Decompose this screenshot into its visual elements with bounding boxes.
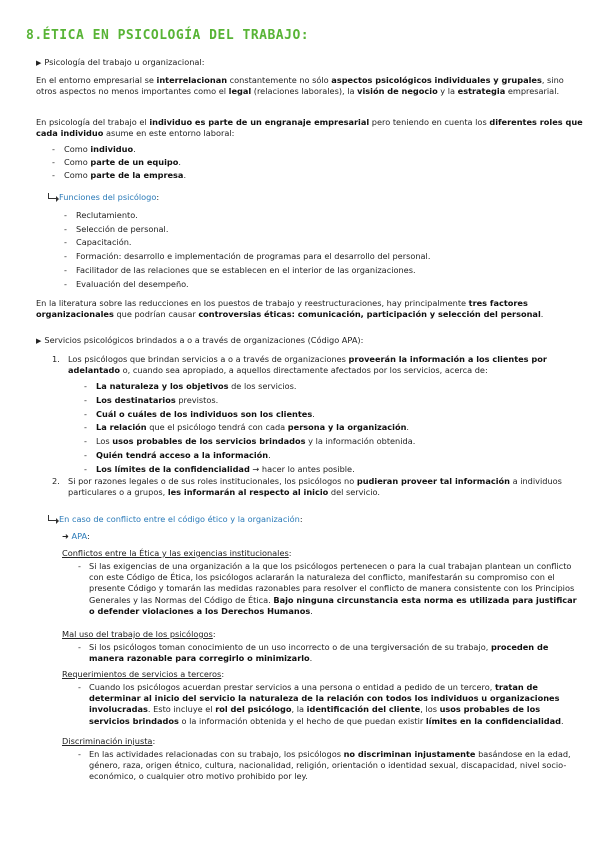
paragraph-entorno: En el entorno empresarial se interrelacionan constantemente no sólo aspectos psicológicos individuales y grupales, sino otros aspectos no menos importantes como el legal (relaciones laborales), la visión de negocio y la estrategia empresarial. <box>36 75 564 97</box>
list-item: - Como parte de la empresa. <box>50 170 570 181</box>
list-item: - Selección de personal. <box>62 224 572 235</box>
list-item: - Quién tendrá acceso a la información. <box>82 450 582 461</box>
paragraph-roles: En psicología del trabajo el individuo es parte de un engranaje empresarial pero teniendo en cuenta los diferentes roles que cada individuo asume en este entorno laboral: <box>36 117 583 139</box>
list-item: - En las actividades relacionadas con su trabajo, los psicólogos no discriminan injustamente basándose en la edad, género, raza, origen étnico, cultura, nacionalidad, religión, orientación o identidad sexual, discapacidad, nivel socio-económico, o cualquier otro motivo prohibido por ley. <box>76 749 582 783</box>
list-item: - Evaluación del desempeño. <box>62 279 572 290</box>
list-item: - Formación: desarrollo e implementación de programas para el desarrollo del personal. <box>62 251 572 262</box>
third-party-list <box>76 682 582 727</box>
page-title: 8.ÉTICA EN PSICOLOGÍA DEL TRABAJO: <box>26 28 310 43</box>
misuse-list <box>76 642 582 664</box>
arrow-right-icon: ➜ <box>62 531 69 541</box>
apa-numbered-list <box>50 354 584 376</box>
bent-arrow-icon <box>48 515 56 521</box>
discrimination-list <box>76 749 582 783</box>
list-item: - Reclutamiento. <box>62 210 572 221</box>
list-item: - Como parte de un equipo. <box>50 157 570 168</box>
list-item: - Si las exigencias de una organización a la que los psicólogos pertenecen o para la cual trabajan plantean un conflicto con este Código de Ética, los psicólogos aclararán la naturaleza del conflicto, manifestarán su compromiso con el presente Código y tomarán las medidas razonables para resolver el conflicto de manera consistente con los Principios Generales y las Normas del Código de Ética. Bajo ninguna circunstancia esta norma es utilizada para justificar o defender violaciones a los Derechos Humanos. <box>76 561 582 617</box>
list-item: - Cuando los psicólogos acuerdan prestar servicios a una persona o entidad a pedido de un tercero, tratan de determinar al inicio del servicio la naturaleza de la relación con todos los individuos u organizaciones involucradas. Esto incluye el rol del psicólogo, la identificación del cliente, los usos probables de los servicios brindados o la información obtenida y el hecho de que puedan existir límites en la confidencialidad. <box>76 682 582 727</box>
list-item: - Facilitador de las relaciones que se establecen en el interior de las organizaciones. <box>62 265 572 276</box>
apa-numbered-list-2 <box>50 476 584 498</box>
list-item: 2. Si por razones legales o de sus roles institucionales, los psicólogos no pudieran proveer tal información a individuos particulares o a grupos, les informarán al respecto al inicio del servicio. <box>52 476 562 498</box>
subheading-conflicto: En caso de conflicto entre el código ético y la organización: <box>48 514 594 525</box>
list-item: - Como individuo. <box>50 144 570 155</box>
bent-arrow-icon <box>48 193 56 199</box>
list-item: 1. Los psicólogos que brindan servicios a o a través de organizaciones proveerán la información a los clientes por adelantado o, cuando sea apropiado, a aquellos directamente afectados por los servicios, acerca de: <box>52 354 547 376</box>
list-item: - La naturaleza y los objetivos de los servicios. <box>82 381 582 392</box>
paragraph-factores: En la literatura sobre las reducciones en los puestos de trabajo y reestructuraciones, hay principalmente tres factores organizacionales que podrían causar controversias éticas: comunicación, participación y selección del personal. <box>36 298 544 320</box>
misuse-title: Mal uso del trabajo de los psicólogos: <box>62 629 216 639</box>
section-heading-psicologia: ▶ Psicología del trabajo u organizacional: <box>36 57 582 69</box>
list-item: - Capacitación. <box>62 237 572 248</box>
discrimination-title: Discriminación injusta: <box>62 736 156 746</box>
third-party-title: Requerimientos de servicios a terceros: <box>62 669 225 679</box>
functions-list <box>62 210 572 290</box>
apa-sub-list <box>82 381 582 475</box>
subheading-funciones: Funciones del psicólogo: <box>48 192 594 203</box>
triangle-bullet-icon: ▶ <box>36 59 42 67</box>
list-item: - La relación que el psicólogo tendrá con cada persona y la organización. <box>82 422 582 433</box>
conflict-list <box>76 561 582 617</box>
conflict-title: Conflictos entre la Ética y las exigencias institucionales: <box>62 548 292 558</box>
apa-label: ➜ APA: <box>62 531 90 541</box>
roles-list <box>50 144 570 182</box>
list-item: - Los límites de la confidencialidad → hacer lo antes posible. <box>82 464 582 475</box>
list-item: - Si los psicólogos toman conocimiento de un uso incorrecto o de una tergiversación de su trabajo, proceden de manera razonable para corregirlo o minimizarlo. <box>76 642 582 664</box>
list-item: - Cuál o cuáles de los individuos son los clientes. <box>82 409 582 420</box>
list-item: - Los usos probables de los servicios brindados y la información obtenida. <box>82 436 582 447</box>
section-heading-servicios: ▶ Servicios psicológicos brindados a o a través de organizaciones (Código APA): <box>36 335 582 347</box>
triangle-bullet-icon: ▶ <box>36 337 42 345</box>
list-item: - Los destinatarios previstos. <box>82 395 582 406</box>
